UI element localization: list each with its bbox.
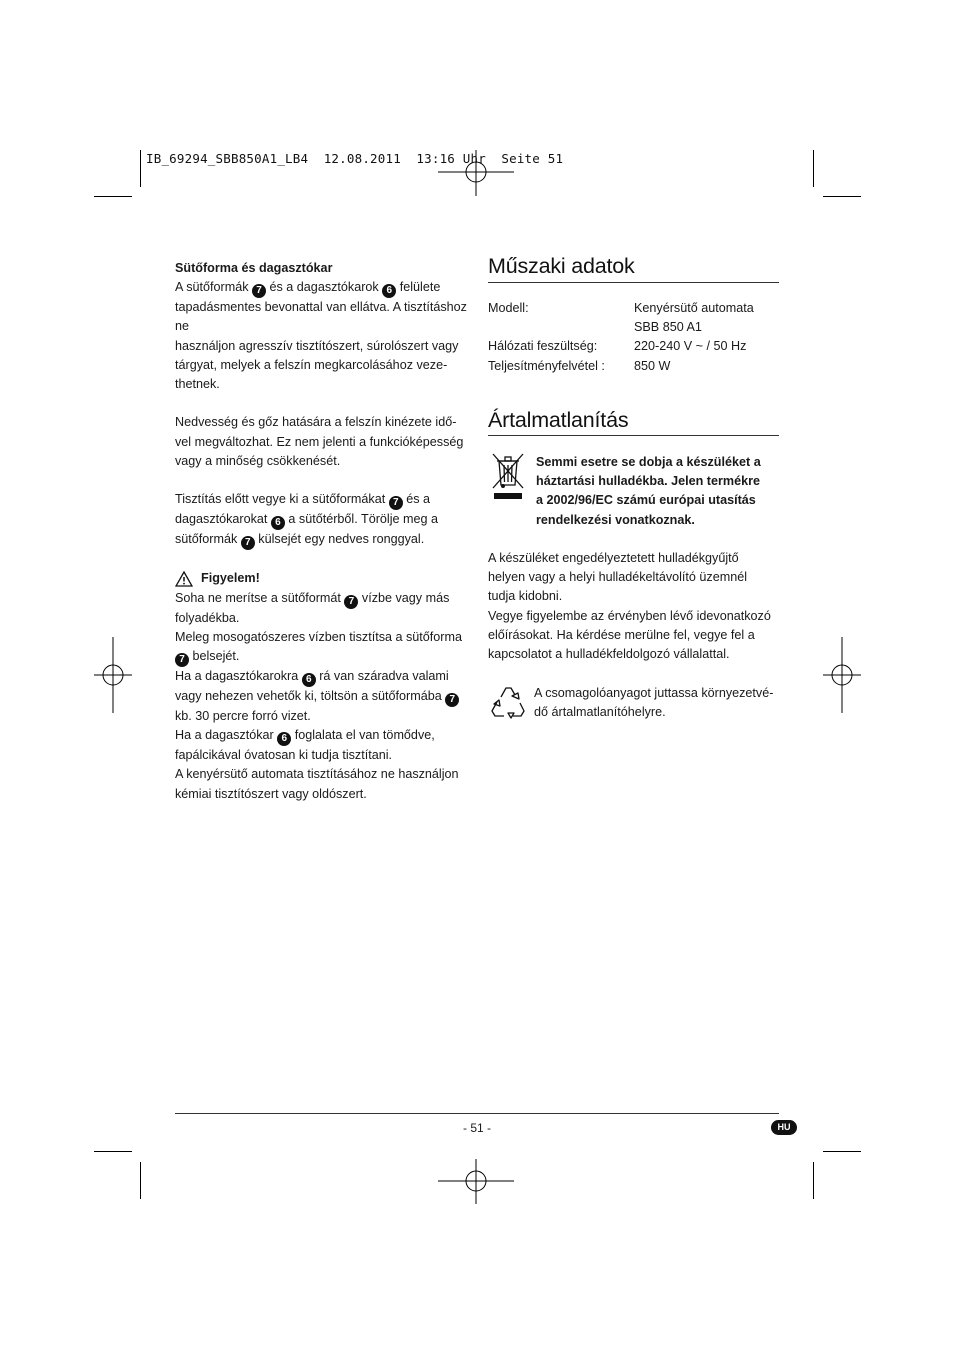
page-number: - 51 -	[462, 1121, 491, 1135]
notice-line: háztartási hulladékba. Jelen termékre	[536, 474, 760, 489]
paragraph-line: kapcsolatot a hulladékfeldolgozó vállalattal.	[488, 647, 730, 662]
notice-line: rendelkezési vonatkoznak.	[536, 512, 695, 527]
ref-number-badge: 7	[241, 536, 255, 550]
spec-row: Modell: Kenyérsütő automata	[488, 301, 754, 315]
notice-line: a 2002/96/EC számú európai utasítás	[536, 493, 756, 508]
notice-line: Semmi esetre se dobja a készüléket a	[536, 455, 761, 469]
title-rule	[488, 282, 779, 283]
recycle-notice	[534, 684, 781, 722]
crossed-bin-icon	[490, 451, 526, 500]
paragraph-line: használjon agresszív tisztítószert, súrolószert vagy	[175, 338, 459, 353]
paragraph-line: előírásokat. Ha kérdése merülne fel, vegye fel a	[488, 627, 755, 642]
text: és a dagasztókarok	[269, 280, 379, 295]
section-heading: Sütőforma és dagasztókar	[175, 261, 333, 275]
paragraph-line: tapadásmentes bevonattal van ellátva. A tisztításhoz ne	[175, 300, 467, 334]
paragraph-line: Meleg mosogatószeres vízben tisztítsa a sütőforma	[175, 629, 462, 644]
paragraph-line: Vegye figyelembe az érvényben lévő idevonatkozó	[488, 608, 771, 623]
paragraph-line: kb. 30 percre forró vizet.	[175, 709, 311, 723]
paragraph-line: A készüléket engedélyeztetett hulladékgyűjtő	[488, 551, 739, 565]
ref-number-badge: 7	[445, 693, 459, 707]
paragraph-line: tárgyat, melyek a felszín megkarcolásához veze-	[175, 357, 448, 372]
paragraph-line: folyadékba.	[175, 610, 240, 625]
paragraph-line: Soha ne merítse a sütőformát 7 vízbe vagy más	[175, 590, 450, 607]
paragraph-line: sütőformák 7 külsejét egy nedves ronggyal.	[175, 532, 425, 549]
text: A sütőformák	[175, 280, 249, 295]
ref-number-badge: 6	[382, 284, 396, 298]
left-column	[175, 259, 467, 804]
warning-label: Figyelem!	[201, 571, 260, 586]
paragraph-line: thetnek.	[175, 377, 220, 392]
spec-row: Hálózati feszültség: 220-240 V ~ / 50 Hz	[488, 339, 747, 354]
spec-row: SBB 850 A1	[634, 320, 702, 335]
notice-line: A csomagolóanyagot juttassa környezetvé-	[534, 686, 774, 700]
ref-number-badge: 7	[175, 653, 189, 667]
title-rule	[488, 435, 779, 436]
paragraph-line: Nedvesség és gőz hatására a felszín kinézete idő-	[175, 415, 457, 430]
ref-number-badge: 6	[302, 673, 316, 687]
spec-row: Teljesítményfelvétel : 850 W	[488, 358, 671, 373]
paragraph-line: Ha a dagasztókarokra 6 rá van száradva valami	[175, 669, 449, 685]
language-badge: HU	[771, 1120, 797, 1135]
recycling-icon	[489, 683, 527, 721]
paragraph-line: 7 belsejét.	[175, 647, 467, 667]
paragraph-line: helyen vagy a helyi hulladékeltávolító üzemnél	[488, 570, 748, 585]
paragraph-line: vel megváltozhat. Ez nem jelenti a funkcióképesség	[175, 434, 464, 449]
tech-data-title: Műszaki adatok	[488, 254, 635, 278]
print-info: IB_69294_SBB850A1_LB4 12.08.2011 13:16 Uhr Seite 51	[146, 151, 564, 166]
paragraph-line: kémiai tisztítószert vagy oldószert.	[175, 786, 367, 801]
footer-rule	[175, 1113, 779, 1114]
paragraph-line	[175, 278, 467, 298]
warning-title	[175, 569, 467, 588]
paragraph-line: tudja kidobni.	[488, 589, 563, 604]
paragraph-line: Tisztítás előtt vegye ki a sütőformákat 7 és a	[175, 492, 431, 509]
ref-number-badge: 7	[389, 496, 403, 510]
ref-number-badge: 7	[252, 284, 266, 298]
paragraph-line: fapálcikával óvatosan ki tudja tisztítani.	[175, 748, 393, 763]
notice-line: dő ártalmatlanítóhelyre.	[534, 705, 666, 720]
text: felülete	[399, 280, 441, 295]
spec-table	[488, 299, 779, 376]
ref-number-badge: 7	[344, 595, 358, 609]
paragraph-line: A kenyérsütő automata tisztításához ne használjon	[175, 767, 459, 782]
weee-notice	[536, 453, 781, 530]
ref-number-badge: 6	[277, 732, 291, 746]
warning-triangle-icon	[175, 571, 193, 587]
disposal-title: Ártalmatlanítás	[488, 408, 629, 432]
ref-number-badge: 6	[271, 516, 285, 530]
paragraph-line: vagy nehezen vehetők ki, töltsön a sütőformába 7	[175, 687, 467, 707]
paragraph-line: vagy a minőség csökkenését.	[175, 453, 341, 468]
paragraph-line: dagasztókarokat 6 a sütőtérből. Törölje meg a	[175, 512, 438, 529]
paragraph-line: Ha a dagasztókar 6 foglalata el van tömődve,	[175, 728, 435, 745]
disposal-paragraph	[488, 549, 779, 664]
